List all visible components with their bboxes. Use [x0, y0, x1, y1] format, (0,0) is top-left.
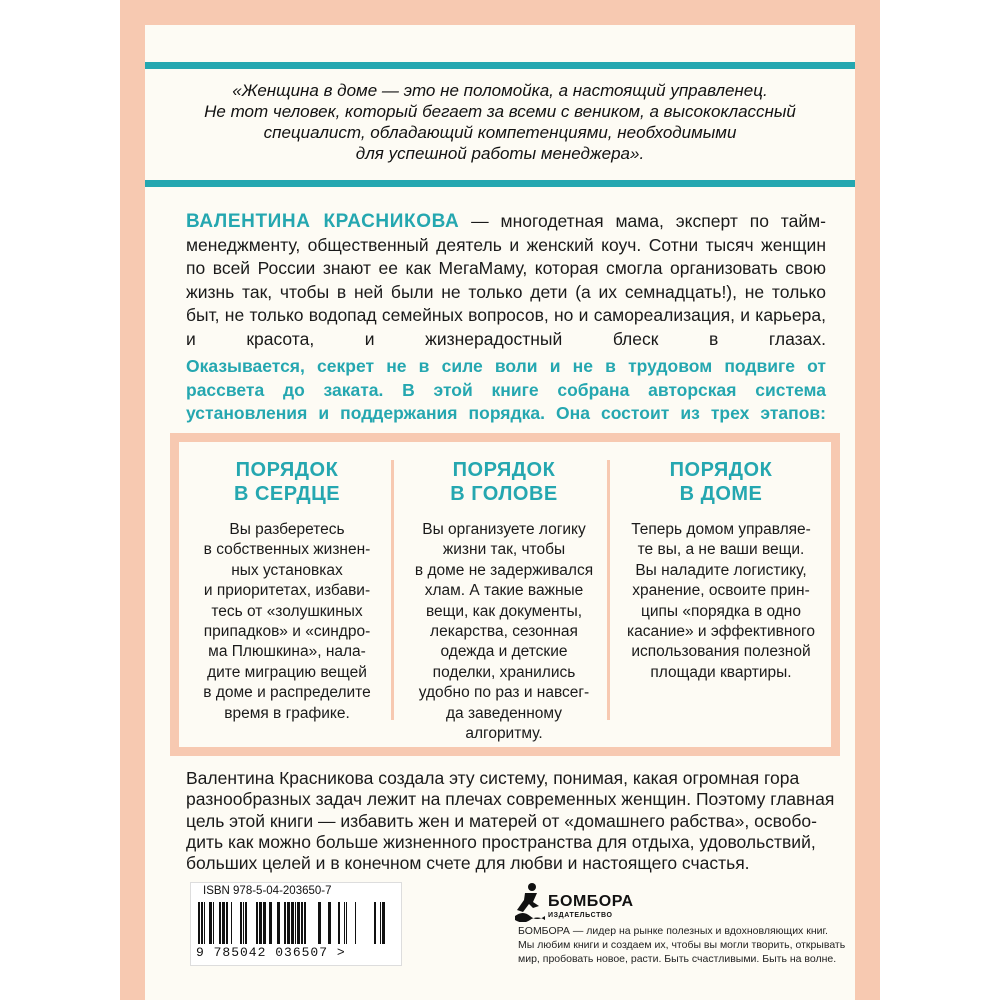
barcode-bar — [304, 902, 306, 944]
stage-title: ПОРЯДОК В СЕРДЦЕ — [233, 459, 341, 505]
barcode-bar — [209, 902, 212, 944]
closing-paragraph — [186, 768, 835, 874]
barcode-bar — [380, 902, 381, 944]
stages-box — [170, 433, 840, 756]
publisher-subtitle: ИЗДАТЕЛЬСТВО — [548, 912, 613, 919]
quote-line: для успешной работы менеджера». — [355, 144, 645, 163]
publisher-name: БОМБОРА — [548, 893, 634, 910]
barcode-bar — [243, 902, 244, 944]
stage-heart — [189, 458, 385, 724]
barcode-bar — [269, 902, 272, 944]
barcode-bar — [328, 902, 331, 944]
barcode-bar — [226, 902, 228, 944]
stage-text: Вы организуете логику жизни так, чтобы в доме не задерживался хлам. А такие важные вещи, как документы, лекарства, сезонная одежда и детские поделки, хранились удобно по раз и навсег- да заведенному алгоритму. — [414, 521, 594, 743]
quote-line: специалист, обладающий компетенциями, необходимыми — [263, 123, 737, 142]
barcode-digits: 9 785042 036507 > — [196, 945, 346, 960]
barcode-bar — [344, 902, 345, 944]
barcode-bar — [295, 902, 296, 944]
stage-home — [623, 458, 819, 683]
barcode-bar — [297, 902, 300, 944]
barcode-bar — [240, 902, 242, 944]
isbn-label: ISBN 978-5-04-203650-7 — [203, 885, 332, 897]
stage-title: ПОРЯДОК В ДОМЕ — [669, 459, 773, 505]
barcode-bar — [284, 902, 286, 944]
closing-line: дить как можно больше жизненного пространства для отдыха, удовольствий, — [186, 831, 816, 852]
stage-text: Вы разберетесь в собственных жизнен- ных установках и приоритетах, избави- тесь от «золушкиных припадков» и «синдро- ма Плюшкина», нала- дите миграцию вещей в доме и распределите время в графике. — [203, 521, 371, 722]
barcode-bar — [213, 902, 214, 944]
barcode-bar — [259, 902, 262, 944]
barcode-bar — [201, 902, 203, 944]
publisher-line: мир, пробовать новое, расти. Быть счастливыми. Быть на волне. — [518, 953, 837, 965]
closing-line: разнообразных задач лежит на плечах современных женщин. Поэтому главная — [186, 789, 835, 810]
barcode-bar — [382, 902, 385, 944]
barcode-bar — [231, 902, 232, 944]
publisher-line: Мы любим книги и создаем их, чтобы вы могли творить, открывать — [518, 939, 846, 951]
barcode-bar — [318, 902, 321, 944]
stage-divider — [391, 460, 394, 720]
closing-line: цель этой книги — избавить жен и матерей от «домашнего рабства», освобо- — [186, 810, 817, 831]
bombora-figure-icon — [515, 882, 545, 922]
system-intro: Оказывается, секрет не в силе воли и не в трудовом подвиге от рассвета до заката. В этой книге собрана авторская система установления и поддержания порядка. Она состоит из трех этапов: — [186, 356, 826, 424]
barcode-bar — [346, 902, 347, 944]
barcode-bar — [291, 902, 294, 944]
stage-head — [406, 458, 602, 744]
publisher-line: БОМБОРА — лидер на рынке полезных и вдохновляющих книг. — [518, 925, 828, 937]
barcode-bar — [219, 902, 221, 944]
top-rule — [145, 62, 855, 69]
barcode-bar — [245, 902, 247, 944]
barcode-bar — [374, 902, 376, 944]
barcode-bar — [301, 902, 303, 944]
stage-divider — [607, 460, 610, 720]
quote-line: «Женщина в доме — это не поломойка, а настоящий управленец. — [232, 81, 768, 100]
closing-line: больших целей и в конечном счете для любви и настоящего счастья. — [186, 853, 750, 874]
barcode-bar — [263, 902, 266, 944]
barcode-bar — [338, 902, 340, 944]
stage-title: ПОРЯДОК В ГОЛОВЕ — [450, 459, 558, 505]
barcode-bars — [196, 902, 394, 944]
author-name: ВАЛЕНТИНА КРАСНИКОВА — [186, 211, 460, 232]
barcode-bar — [287, 902, 290, 944]
barcode-bar — [198, 902, 200, 944]
author-bio — [186, 210, 826, 352]
cover-quote — [175, 80, 825, 164]
quote-bottom-rule — [145, 180, 855, 187]
author-bio-text: — многодетная мама, эксперт по тайм-менеджменту, общественный деятель и женский коуч. Сотни тысяч женщин по всей России знают ее как МегаМаму, которая смогла организовать свою жизнь так, чтобы в ней были не только дети (а их семнадцать!), не только быт, не только водопад семейных вопросов, но и самореализация, и карьера, и красота, и жизнерадостный блеск в глазах. — [186, 211, 826, 349]
barcode-bar — [222, 902, 225, 944]
barcode-bar — [256, 902, 258, 944]
quote-line: Не тот человек, который бегает за всеми с веником, а высококлассный — [204, 102, 796, 121]
closing-line: Валентина Красникова создала эту систему, понимая, какая огромная гора — [186, 768, 800, 788]
barcode-bar — [355, 902, 356, 944]
barcode-bar — [277, 902, 280, 944]
publisher-slogan — [518, 924, 846, 966]
barcode-bar — [204, 902, 205, 944]
stage-text: Теперь домом управляе- те вы, а не ваши вещи. Вы наладите логистику, хранение, освоите прин- ципы «порядка в одно касание» и эффективного использования полезной площади квартиры. — [627, 521, 815, 681]
